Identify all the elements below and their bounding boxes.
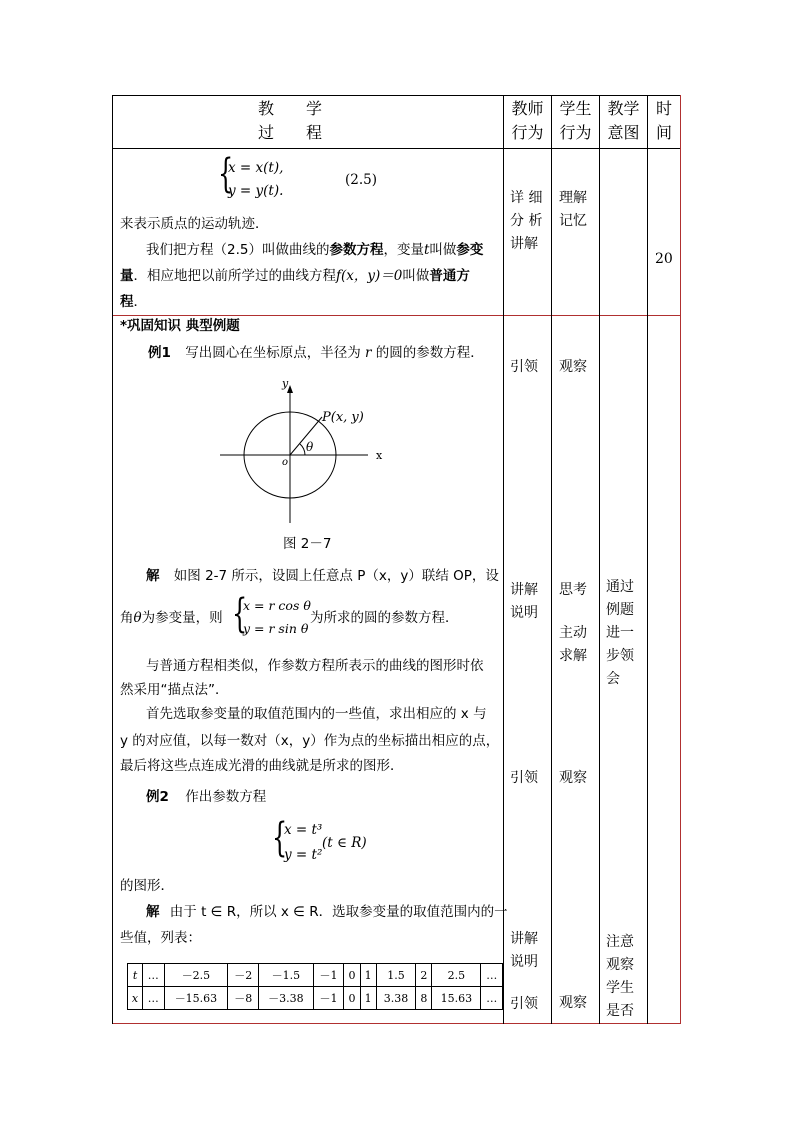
teacher-guide-1: 引领 [510,359,538,375]
intent-2 [606,931,634,1023]
solution1-line2-c: 为所求的圆的参数方程． [310,610,459,626]
solution1-theta: θ [133,610,142,626]
row1-eq-number: (2.5) [345,172,378,188]
solution2-line1 [146,902,508,922]
figure-origin-label: o [282,457,289,468]
row1-line2-t: t [423,242,430,258]
teacher-explain-1 [510,579,538,625]
table-cell: －2.5 [164,964,228,987]
col-divider-1 [503,95,504,1024]
table-cell: 2 [416,964,432,987]
col-divider-3 [599,95,600,1024]
table-row-x [128,987,503,1010]
paragraph2-line1: 首先选取参变量的取值范围内的一些值，求出相应的 x 与 [146,706,487,722]
header-intent-line1: 教学 [607,99,640,118]
solution1-line1 [146,566,499,586]
solution1-line2-a: 角 [120,610,134,626]
header-intent-line2: 意图 [607,123,640,142]
example2-label: 例2 [146,789,169,805]
solution1-eq1: x = r cos θ [243,598,311,613]
teacher-guide-3: 引领 [510,996,538,1012]
row1-eq-x: x = x(t), [228,160,284,176]
student-observe-2: 观察 [559,770,587,786]
solution1-line2 [120,608,223,628]
table-cell: 0 [344,964,360,987]
header-student-line1: 学生 [559,99,592,118]
row1-line3-bold: 量 [120,268,134,284]
intent-1-line2: 例题 [606,602,634,618]
table-left-border [112,95,113,1024]
header-process [240,97,340,145]
paragraph2-line3: 最后将这些点连成光滑的曲线就是所求的图形． [120,758,404,774]
row1-line4-b: ． [133,294,147,310]
row1-teacher-line2: 分 析 [510,213,543,229]
table-cell: 1 [360,964,376,987]
row1-line3-b: ．相应地把以前所学过的曲线方程 [133,268,336,284]
example1-text2: 的圆的参数方程． [375,345,484,361]
example2-brace: { [272,815,288,861]
example1-r: r [365,345,372,361]
header-time [648,97,680,145]
solution1-label: 解 [146,568,160,584]
header-teacher [504,97,551,145]
table-cell: －1 [313,987,344,1010]
col-divider-4 [647,95,648,1024]
header-intent [600,97,647,145]
student-observe-3: 观察 [559,995,587,1011]
circle-figure [218,375,388,530]
figure-p-label: P(x, y) [322,410,364,425]
table-cell: 15.63 [432,987,481,1010]
solution1-brace: { [232,591,248,637]
example2-after: 的图形． [120,878,174,894]
solution1-line1-text: 如图 2-7 所示，设圆上任意点 P（x，y）联结 OP，设 [173,568,499,584]
table-cell: … [143,964,164,987]
example2-eq1: x = t³ [284,822,323,838]
section-title: *巩固知识 典型例题 [120,318,240,334]
table-cell: －2 [228,964,259,987]
row1-teacher-line3: 讲解 [510,236,538,252]
table-cell: 1.5 [376,964,416,987]
figure-caption: 图 2－7 [283,536,332,552]
solution2-line2: 些值，列表： [120,930,201,946]
row1-student-line1: 理解 [559,190,587,206]
values-table [127,963,503,1010]
header-time-line1: 时 [655,99,672,118]
paragraph1-line2: 然采用“描点法”． [120,682,229,698]
solution1-line2-b: 为参变量，则 [141,610,223,626]
table-cell: －15.63 [164,987,228,1010]
row1-eq-brace: { [218,151,234,197]
example2-condition: (t ∈ R) [322,835,367,851]
intent-1-line5: 会 [606,671,620,687]
header-teacher-line2: 行为 [511,123,544,142]
figure-theta-arc [300,444,305,455]
paragraph2-line2: y 的对应值，以每一数对（x，y）作为点的坐标描出相应的点， [120,733,500,749]
row1-teacher-line1: 详 细 [510,190,543,206]
example1 [148,343,484,363]
intent-2-line3: 学生 [606,980,634,996]
intent-1 [606,576,634,691]
table-cell: … [481,964,503,987]
figure-y-label: y [282,377,289,390]
figure-theta-label: θ [306,440,314,454]
teacher-explain-1-line2: 说明 [510,605,538,621]
row1-line2-d: 叫做 [429,242,457,258]
row1-student-line2: 记忆 [559,213,587,229]
intent-2-line4: 是否 [606,1003,634,1019]
row1-line1: 来表示质点的运动轨迹． [120,216,269,232]
row1-line3-bold-normal: 普通方 [429,268,470,284]
solution2-line1-text: 由于 t ∈ R，所以 x ∈ R．选取参变量的取值范围内的一 [169,904,508,920]
teacher-explain-1-line1: 讲解 [510,582,538,598]
example2-text: 作出参数方程 [185,789,267,805]
header-bottom-border [112,148,681,149]
header-process-line1: 教 学 [257,99,322,118]
intent-1-line3: 进一 [606,625,634,641]
intent-1-line4: 步领 [606,648,634,664]
row1-line2-bold-param: 参变 [456,242,484,258]
header-student-line2: 行为 [559,123,592,142]
student-observe-1: 观察 [559,359,587,375]
row1-eq-y: y = y(t). [228,183,284,199]
intent-2-line1: 注意 [606,934,634,950]
table-bottom-border [112,1023,681,1024]
header-teacher-line1: 教师 [511,99,544,118]
header-process-line2: 过 程 [257,123,322,142]
table-right-border [680,95,681,1024]
row1-line2-c: ，变量 [383,242,424,258]
row1-time: 20 [655,251,673,267]
solution1-eq2: y = r sin θ [243,621,309,636]
teacher-explain-2-line1: 讲解 [510,931,538,947]
table-cell: … [481,987,503,1010]
row1-student [559,187,587,233]
row1-teacher [510,187,542,256]
solution2-label: 解 [146,904,160,920]
row1-line3-c: 叫做 [402,268,430,284]
row1-line2-a: 我们把方程（2.5）叫做曲线的 [146,242,330,258]
table-cell: 2.5 [432,964,481,987]
student-solve-line2: 求解 [559,648,587,664]
table-cell: … [143,987,164,1010]
table-cell: 3.38 [376,987,416,1010]
table-top-border [112,95,681,96]
row1-line2 [146,240,483,260]
row1-line4 [120,292,147,312]
row1-line2-bold-param-eq: 参数方程 [329,242,384,258]
student-solve [559,622,587,668]
table-cell: 8 [416,987,432,1010]
intent-1-line1: 通过 [606,579,634,595]
teacher-explain-2-line2: 说明 [510,954,538,970]
table-cell: －8 [228,987,259,1010]
example1-label: 例1 [148,345,171,361]
table-cell: －1.5 [259,964,313,987]
table-cell: 0 [344,987,360,1010]
paragraph1-line1: 与普通方程相类似，作参数方程所表示的曲线的图形时依 [146,658,484,674]
header-student [552,97,599,145]
teacher-guide-2: 引领 [510,770,538,786]
table-cell: t [128,964,143,987]
table-cell: －3.38 [259,987,313,1010]
row1-line4-bold: 程 [120,294,134,310]
student-think: 思考 [559,582,587,598]
table-cell: －1 [313,964,344,987]
table-cell: x [128,987,143,1010]
example2-eq2: y = t² [284,847,323,863]
example2 [146,787,266,807]
row1-line3 [120,266,470,286]
teacher-explain-2 [510,928,538,974]
header-time-line2: 间 [655,123,672,142]
table-cell: 1 [360,987,376,1010]
intent-2-line2: 观察 [606,957,634,973]
table-row-t [128,964,503,987]
col-divider-2 [551,95,552,1024]
student-solve-line1: 主动 [559,625,587,641]
figure-x-label: x [376,449,383,462]
row1-line3-f: f(x，y)＝0 [336,268,403,284]
example1-text: 写出圆心在坐标原点，半径为 [185,345,361,361]
